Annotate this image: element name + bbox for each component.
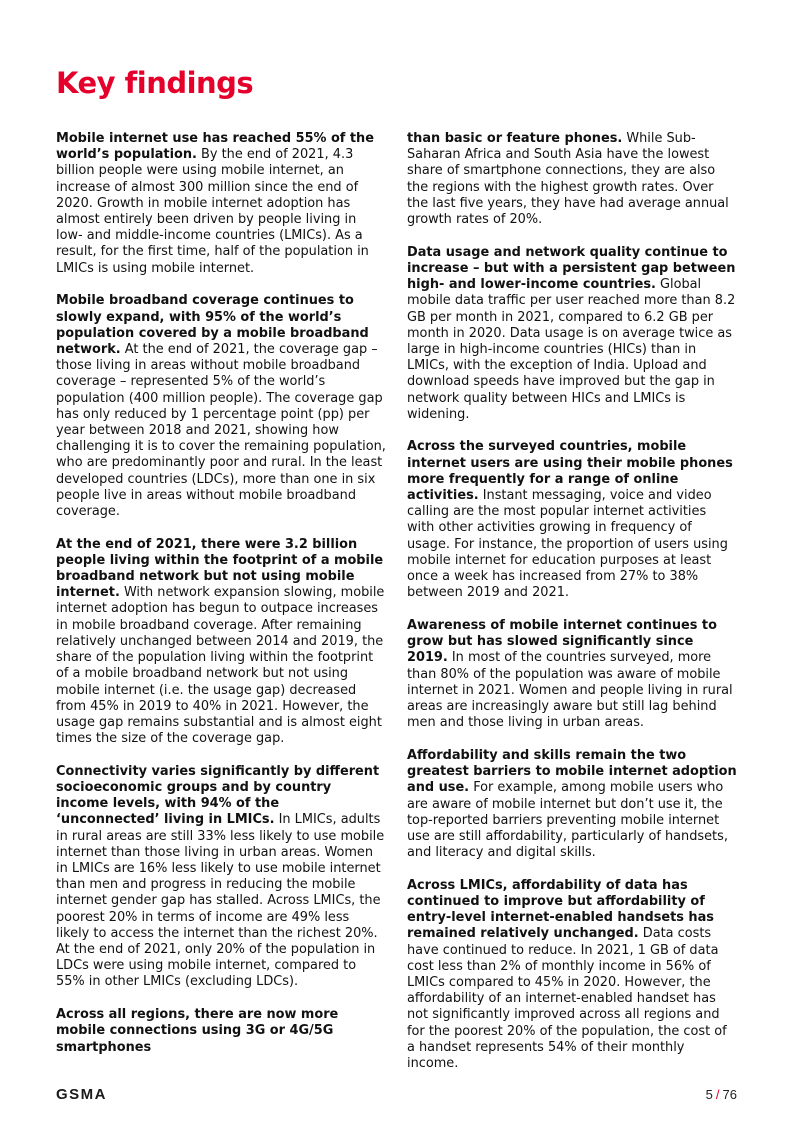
page-title: Key findings (56, 66, 254, 100)
finding-body: At the end of 2021, the coverage gap – those living in areas without mobile broadband coverage – represented 5% of the world’s population (400 million people). The coverage gap has only reduced by 1 percentage point (pp) per year between 2018 and 2021, showing how challenging it is to cover the remaining population, who are predominantly poor and rural. In the least developed countries (LDCs), more than one in six people live in areas without mobile broadband coverage. (56, 341, 386, 519)
page-separator: / (715, 1087, 720, 1102)
finding-heading: Awareness of mobile internet continues to grow but has slowed significantly since 2019. (407, 617, 717, 666)
finding-body: In LMICs, adults in rural areas are still 33% less likely to use mobile internet than those living in urban areas. Women in LMICs are 16% less likely to use mobile internet than men and progress in reducing the mobile internet gender gap has stalled. Across LMICs, the poorest 20% in terms of income are 49% less likely to access the internet than the richest 20%. At the end of 2021, only 20% of the population in LDCs were using mobile internet, compared to 55% in other LMICs (excluding LDCs). (56, 812, 385, 990)
finding-body: By the end of 2021, 4.3 billion people were using mobile internet, an increase of almost 300 million since the end of 2020. Growth in mobile internet adoption has almost entirely been driven by people living in low- and middle-income countries (LMICs). As a result, for the first time, half of the population in LMICs is using mobile internet. (56, 147, 369, 276)
finding-body: In most of the countries surveyed, more than 80% of the population was aware of mobile internet in 2021. Women and people living in rural areas are increasingly aware but still lag behind men and those living in urban areas. (407, 650, 733, 731)
finding-heading: Connectivity varies significantly by different socioeconomic groups and by country income levels, with 94% of the ‘unconnected’ living in LMICs. (56, 763, 380, 828)
finding-paragraph (56, 537, 386, 748)
finding-heading: Across LMICs, affordability of data has continued to improve but affordability of entry-level internet-enabled handsets has remained relatively unchanged. (407, 877, 714, 942)
finding-paragraph (407, 748, 737, 861)
finding-paragraph (407, 439, 737, 601)
finding-heading: than basic or feature phones. (407, 131, 623, 146)
finding-heading: Mobile internet use has reached 55% of the world’s population. (56, 131, 374, 163)
finding-heading: Affordability and skills remain the two greatest barriers to mobile internet adoption and use. (407, 747, 737, 796)
finding-paragraph (407, 245, 737, 423)
page-current: 5 (705, 1087, 713, 1102)
finding-paragraph (56, 1007, 386, 1056)
finding-heading: Across the surveyed countries, mobile internet users are using their mobile phones more frequently for a range of online activities. (407, 439, 733, 504)
finding-heading: Mobile broadband coverage continues to slowly expand, with 95% of the world’s population covered by a mobile broadband network. (56, 293, 369, 357)
finding-paragraph (407, 878, 737, 1072)
finding-paragraph (407, 131, 737, 228)
page-number (706, 1087, 737, 1102)
finding-paragraph (56, 293, 386, 520)
gsma-logo: GSMA (56, 1086, 107, 1103)
finding-body: With network expansion slowing, mobile internet adoption has begun to outpace increases in mobile broadband coverage. After remaining relatively unchanged between 2014 and 2019, the share of the population living within the footprint of a mobile broadband network but not using mobile internet (i.e. the usage gap) decreased from 45% in 2019 to 40% in 2021. However, the usage gap remains substantial and is almost eight times the size of the coverage gap. (56, 585, 385, 747)
finding-body: For example, among mobile users who are aware of mobile internet but don’t use it, the top-reported barriers preventing mobile internet use are still affordability, particularly of handsets, and literacy and digital skills. (407, 780, 728, 861)
finding-paragraph (56, 764, 386, 991)
finding-heading: At the end of 2021, there were 3.2 billion people living within the footprint of a mobile broadband network but not using mobile internet. (56, 536, 384, 601)
right-column (407, 131, 737, 1089)
finding-body: Global mobile data traffic per user reached more than 8.2 GB per month in 2021, compared to 6.2 GB per month in 2020. Data usage is on average twice as large in high-income countries (HICs) than in LMICs, with the exception of India. Upload and download speeds have improved but the gap in network quality between HICs and LMICs is widening. (407, 277, 736, 422)
finding-paragraph (407, 618, 737, 731)
finding-body: Data costs have continued to reduce. In 2021, 1 GB of data cost less than 2% of monthly income in 56% of LMICs compared to 45% in 2020. However, the affordability of an internet-enabled handset has not significantly improved across all regions and for the poorest 20% of the population, the cost of a handset represents 54% of their monthly income. (407, 926, 727, 1072)
finding-heading: Data usage and network quality continue to increase – but with a persistent gap between high- and lower-income countries. (407, 244, 736, 293)
finding-body: While Sub-Saharan Africa and South Asia have the lowest share of smartphone connections, they are also the regions with the highest growth rates. Over the last five years, they have had average annual growth rates of 20%. (407, 131, 729, 228)
finding-body: Instant messaging, voice and video calling are the most popular internet activities with other activities growing in frequency of usage. For instance, the proportion of users using mobile internet for education purposes at least once a week has increased from 27% to 38% between 2019 and 2021. (407, 488, 728, 601)
finding-paragraph (56, 131, 386, 277)
left-column (56, 131, 386, 1072)
finding-heading: Across all regions, there are now more mobile connections using 3G or 4G/5G smartphones (56, 1007, 339, 1055)
page-total: 76 (722, 1087, 737, 1102)
